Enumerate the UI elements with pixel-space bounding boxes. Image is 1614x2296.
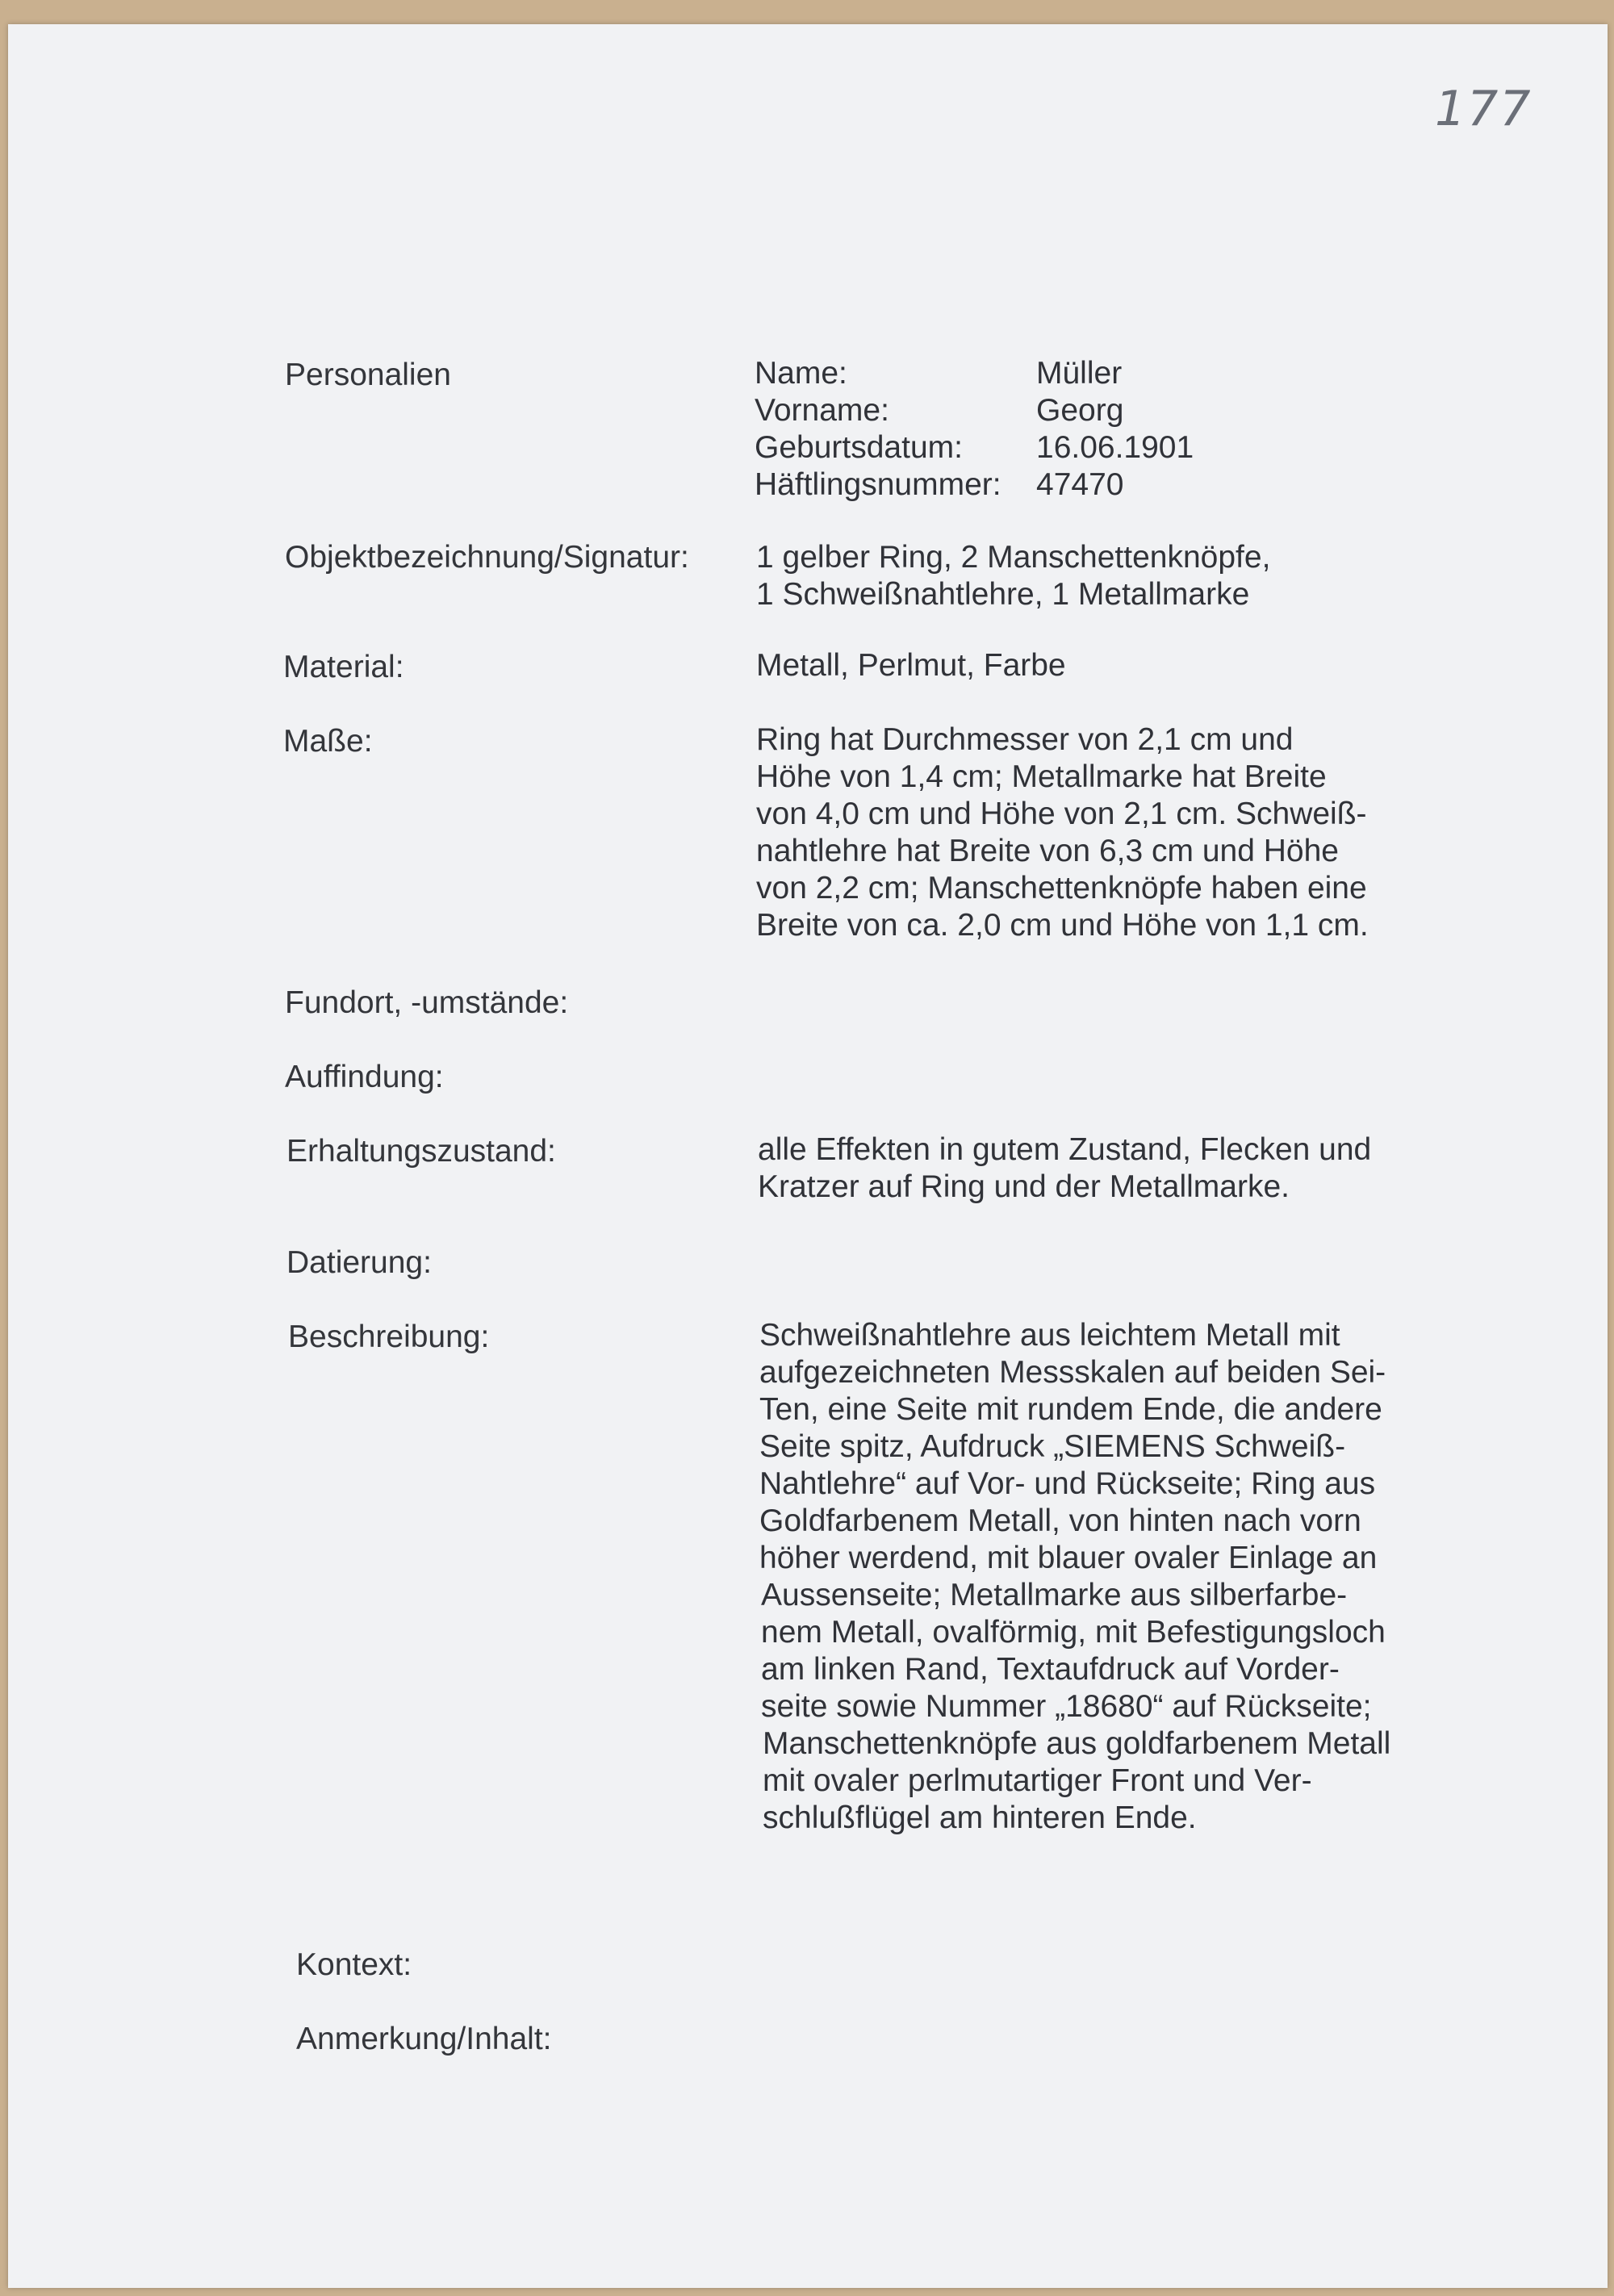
beschreibung-line-4: Seite spitz, Aufdruck „SIEMENS Schweiß- [759,1429,1346,1464]
label-kontext: Kontext: [296,1947,412,1982]
personalien-key-haeftlingsnummer: Häftlingsnummer: [755,467,1001,502]
erhaltungszustand-line-1: alle Effekten in gutem Zustand, Flecken und [758,1132,1372,1167]
masse-line-5: von 2,2 cm; Manschettenknöpfe haben eine [756,871,1367,905]
beschreibung-line-10: am linken Rand, Textaufdruck auf Vorder- [761,1652,1340,1687]
personalien-key-geburtsdatum: Geburtsdatum: [755,430,963,465]
masse-line-4: nahtlehre hat Breite von 6,3 cm und Höhe [756,834,1339,868]
objektbezeichnung-line-1: 1 gelber Ring, 2 Manschettenknöpfe, [756,540,1271,575]
material-value: Metall, Perlmut, Farbe [756,648,1066,683]
masse-line-1: Ring hat Durchmesser von 2,1 cm und [756,722,1294,757]
personalien-value-vorname: Georg [1036,393,1124,428]
beschreibung-line-14: schlußflügel am hinteren Ende. [763,1800,1197,1835]
beschreibung-line-5: Nahtlehre“ auf Vor- und Rückseite; Ring aus [759,1466,1376,1501]
label-beschreibung: Beschreibung: [288,1319,490,1354]
personalien-value-name: Müller [1036,356,1123,391]
beschreibung-line-11: seite sowie Nummer „18680“ auf Rückseite; [761,1689,1372,1724]
beschreibung-line-3: Ten, eine Seite mit rundem Ende, die andere [759,1392,1382,1427]
label-personalien: Personalien [285,358,451,392]
beschreibung-line-9: nem Metall, ovalförmig, mit Befestigungsloch [761,1615,1386,1650]
masse-line-6: Breite von ca. 2,0 cm und Höhe von 1,1 cm. [756,908,1369,943]
beschreibung-line-8: Aussenseite; Metallmarke aus silberfarbe- [761,1578,1348,1612]
label-auffindung: Auffindung: [285,1060,444,1094]
personalien-key-name: Name: [755,356,847,391]
beschreibung-line-13: mit ovaler perlmutartiger Front und Ver- [763,1763,1312,1798]
label-erhaltungszustand: Erhaltungszustand: [286,1134,556,1169]
masse-line-3: von 4,0 cm und Höhe von 2,1 cm. Schweiß- [756,797,1367,831]
label-masse: Maße: [283,724,373,759]
personalien-value-haeftlingsnummer: 47470 [1036,467,1124,502]
label-material: Material: [283,650,404,684]
beschreibung-line-1: Schweißnahtlehre aus leichtem Metall mit [759,1318,1340,1353]
label-objektbezeichnung: Objektbezeichnung/Signatur: [285,540,689,575]
masse-line-2: Höhe von 1,4 cm; Metallmarke hat Breite [756,759,1327,794]
beschreibung-line-2: aufgezeichneten Messskalen auf beiden Sei- [759,1355,1386,1390]
beschreibung-line-6: Goldfarbenem Metall, von hinten nach vorn [759,1503,1361,1538]
label-anmerkung-inhalt: Anmerkung/Inhalt: [296,2022,552,2056]
objektbezeichnung-line-2: 1 Schweißnahtlehre, 1 Metallmarke [756,577,1250,612]
label-fundort: Fundort, -umstände: [285,985,569,1020]
label-datierung: Datierung: [286,1245,432,1280]
beschreibung-line-7: höher werdend, mit blauer ovaler Einlage an [759,1541,1378,1575]
personalien-value-geburtsdatum: 16.06.1901 [1036,430,1194,465]
beschreibung-line-12: Manschettenknöpfe aus goldfarbenem Metall [763,1726,1391,1761]
erhaltungszustand-line-2: Kratzer auf Ring und der Metallmarke. [758,1169,1290,1204]
personalien-key-vorname: Vorname: [755,393,889,428]
handwritten-page-number: 177 [1435,81,1532,137]
